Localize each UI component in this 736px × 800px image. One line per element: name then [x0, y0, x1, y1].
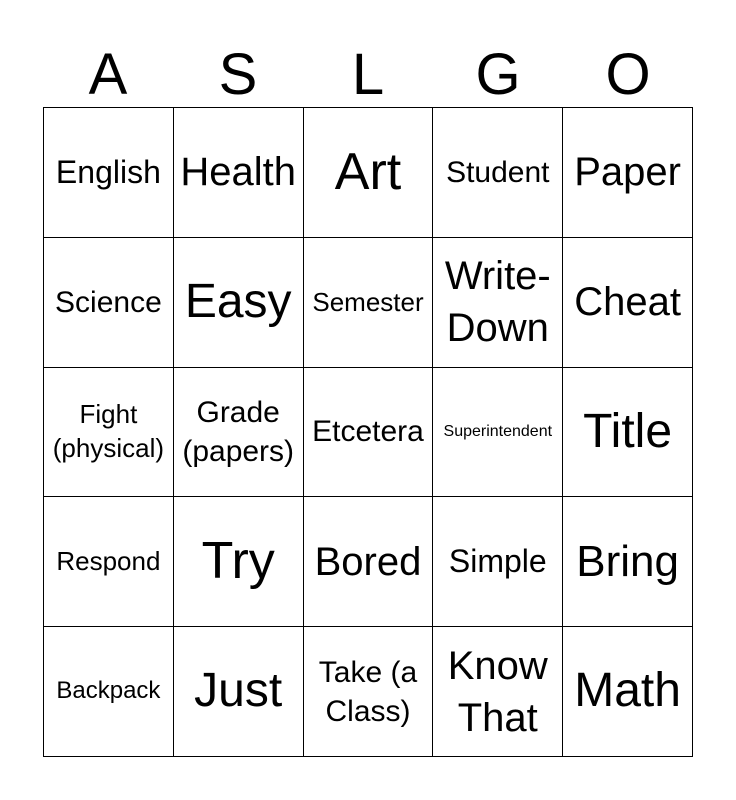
- bingo-cell[interactable]: [433, 108, 563, 238]
- cell-text: Art: [334, 142, 402, 201]
- bingo-cell[interactable]: [433, 627, 563, 757]
- header-letter-s: S: [218, 42, 258, 107]
- bingo-cell[interactable]: [44, 368, 174, 498]
- cell-text: Science: [55, 285, 162, 319]
- cell-text: Health: [180, 150, 296, 195]
- bingo-cell[interactable]: [174, 627, 304, 757]
- cell-text: Math: [574, 664, 681, 718]
- cell-text: Student: [446, 155, 550, 189]
- bingo-cell[interactable]: [563, 627, 693, 757]
- bingo-grid: [43, 107, 693, 757]
- header-letter-g: G: [475, 42, 521, 107]
- cell-text: Take (a Class): [318, 655, 418, 728]
- header-letter-o: O: [605, 42, 651, 107]
- bingo-cell[interactable]: [174, 497, 304, 627]
- bingo-cell[interactable]: [563, 108, 693, 238]
- cell-text: Backpack: [56, 677, 161, 705]
- cell-text: Just: [194, 664, 283, 718]
- bingo-cell[interactable]: [563, 497, 693, 627]
- bingo-cell[interactable]: [44, 238, 174, 368]
- cell-text: Try: [201, 532, 275, 591]
- bingo-cell[interactable]: [304, 497, 434, 627]
- cell-text: Title: [583, 404, 673, 458]
- cell-text: Semester: [312, 286, 424, 317]
- bingo-cell[interactable]: [433, 238, 563, 368]
- cell-text: Know That: [447, 643, 548, 740]
- cell-text: English: [55, 153, 161, 190]
- cell-text: Paper: [574, 150, 681, 195]
- cell-text: Grade (papers): [182, 395, 295, 468]
- cell-text: Respond: [56, 546, 161, 577]
- cell-text: Write- Down: [444, 254, 551, 351]
- bingo-cell[interactable]: [304, 368, 434, 498]
- header-letter-a: A: [88, 42, 128, 107]
- bingo-cell[interactable]: [304, 627, 434, 757]
- cell-text: Cheat: [574, 280, 681, 325]
- bingo-cell[interactable]: [433, 368, 563, 498]
- cell-text: Easy: [184, 274, 292, 328]
- bingo-cell[interactable]: [44, 497, 174, 627]
- bingo-cell[interactable]: [44, 627, 174, 757]
- bingo-cell[interactable]: [174, 368, 304, 498]
- cell-text: Bring: [576, 536, 679, 586]
- cell-text: Bored: [314, 539, 422, 584]
- bingo-cell[interactable]: [174, 108, 304, 238]
- cell-text: Simple: [448, 543, 547, 580]
- header-letter-l: L: [351, 42, 385, 107]
- bingo-cell[interactable]: [44, 108, 174, 238]
- bingo-header: [43, 42, 693, 108]
- bingo-cell[interactable]: [174, 238, 304, 368]
- bingo-cell[interactable]: [304, 108, 434, 238]
- bingo-cell[interactable]: [563, 368, 693, 498]
- bingo-cell[interactable]: [433, 497, 563, 627]
- cell-text: Etcetera: [312, 415, 424, 449]
- bingo-cell[interactable]: [304, 238, 434, 368]
- cell-text: Superintendent: [443, 423, 553, 441]
- bingo-cell[interactable]: [563, 238, 693, 368]
- cell-text: Fight (physical): [52, 399, 165, 463]
